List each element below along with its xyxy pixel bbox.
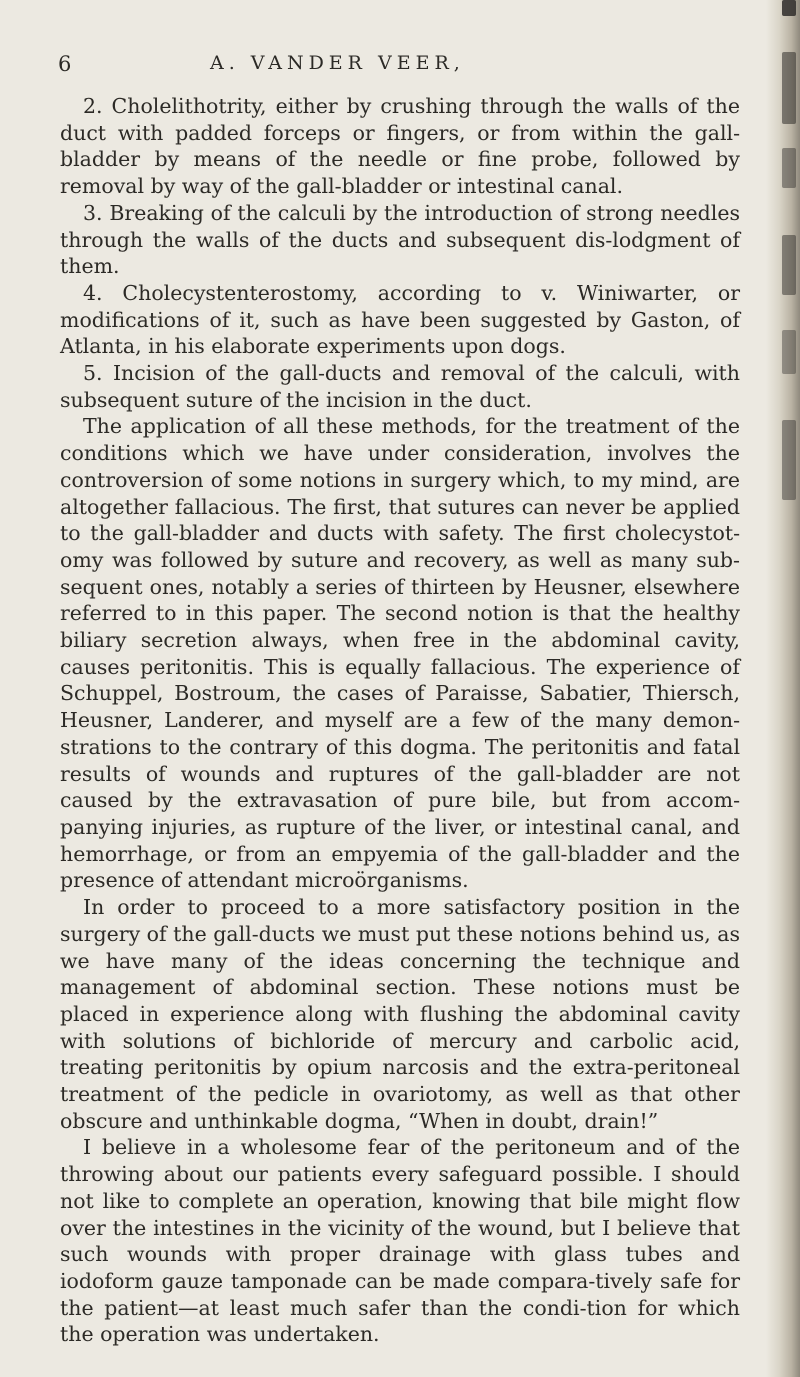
- page-edge-stain: [782, 52, 796, 124]
- page-edge-shadow: [766, 0, 800, 1377]
- page-header: [58, 52, 738, 86]
- page-edge-stain: [782, 235, 796, 295]
- page-edge-stain: [782, 420, 796, 500]
- page-edge-stain: [782, 148, 796, 188]
- paragraph-method-4: 4. Cholecystenterostomy, according to v. Winiwarter, or modifications of it, such as have been suggested by Gaston, of Atlanta, in his elaborate experiments upon dogs.: [60, 280, 740, 359]
- page-edge-stain: [782, 0, 796, 16]
- paragraph-method-2: 2. Cholelithotrity, either by crushing through the walls of the duct with padded forceps or fingers, or from within the gall-bladder by means of the needle or fine probe, followed by removal by way of the gall-bladder or intestinal canal.: [60, 94, 740, 199]
- paragraph-method-3: 3. Breaking of the calculi by the introduction of strong needles through the walls of the ducts and subsequent dis-lodgment of them.: [60, 200, 740, 279]
- body-text: [60, 93, 740, 1348]
- running-head: A. VANDER VEER,: [210, 52, 465, 74]
- paragraph-satisfactory-position: In order to proceed to a more satisfactory position in the surgery of the gall-ducts we must put these notions behind us, as we have many of the ideas concerning the technique and management of abdominal section. These notions must be placed in experience along with flushing the abdominal cavity with solutions of bichloride of mercury and carbolic acid, treating peritonitis by opium narcosis and the extra-peritoneal treatment of the pedicle in ovariotomy, as well as that other obscure and unthinkable dogma, “When in doubt, drain!”: [60, 895, 740, 1133]
- paragraph-application: The application of all these methods, for the treatment of the conditions which we have under consideration, involves the controversion of some notions in surgery which, to my mind, are altogether fallacious. The first, that sutures can never be applied to the gall-bladder and ducts with safety. The first cholecystot-omy was followed by suture and recovery, as well as many sub-sequent ones, notably a series of thirteen by Heusner, elsewhere referred to in this paper. The second notion is that the healthy biliary secretion always, when free in the abdominal cavity, causes peritonitis. This is equally fallacious. The experience of Schuppel, Bostroum, the cases of Paraisse, Sabatier, Thiersch, Heusner, Landerer, and myself are a few of the many demon-strations to the contrary of this dogma. The peritonitis and fatal results of wounds and ruptures of the gall-bladder are not caused by the extravasation of pure bile, but from accom-panying injuries, as rupture of the liver, or intestinal canal, and hemorrhage, or from an empyemia of the gall-bladder and the presence of attendant microörganisms.: [60, 414, 740, 893]
- paragraph-method-5: 5. Incision of the gall-ducts and removal of the calculi, with subsequent suture of the incision in the duct.: [60, 361, 740, 412]
- page-edge-stain: [782, 330, 796, 374]
- paragraph-wholesome-fear: I believe in a wholesome fear of the peritoneum and of the throwing about our patients every safeguard possible. I should not like to complete an operation, knowing that bile might flow over the intestines in the vicinity of the wound, but I believe that such wounds with proper drainage with glass tubes and iodoform gauze tamponade can be made compara-tively safe for the patient—at least much safer than the condi-tion for which the operation was undertaken.: [60, 1135, 740, 1347]
- page-number: 6: [58, 52, 72, 76]
